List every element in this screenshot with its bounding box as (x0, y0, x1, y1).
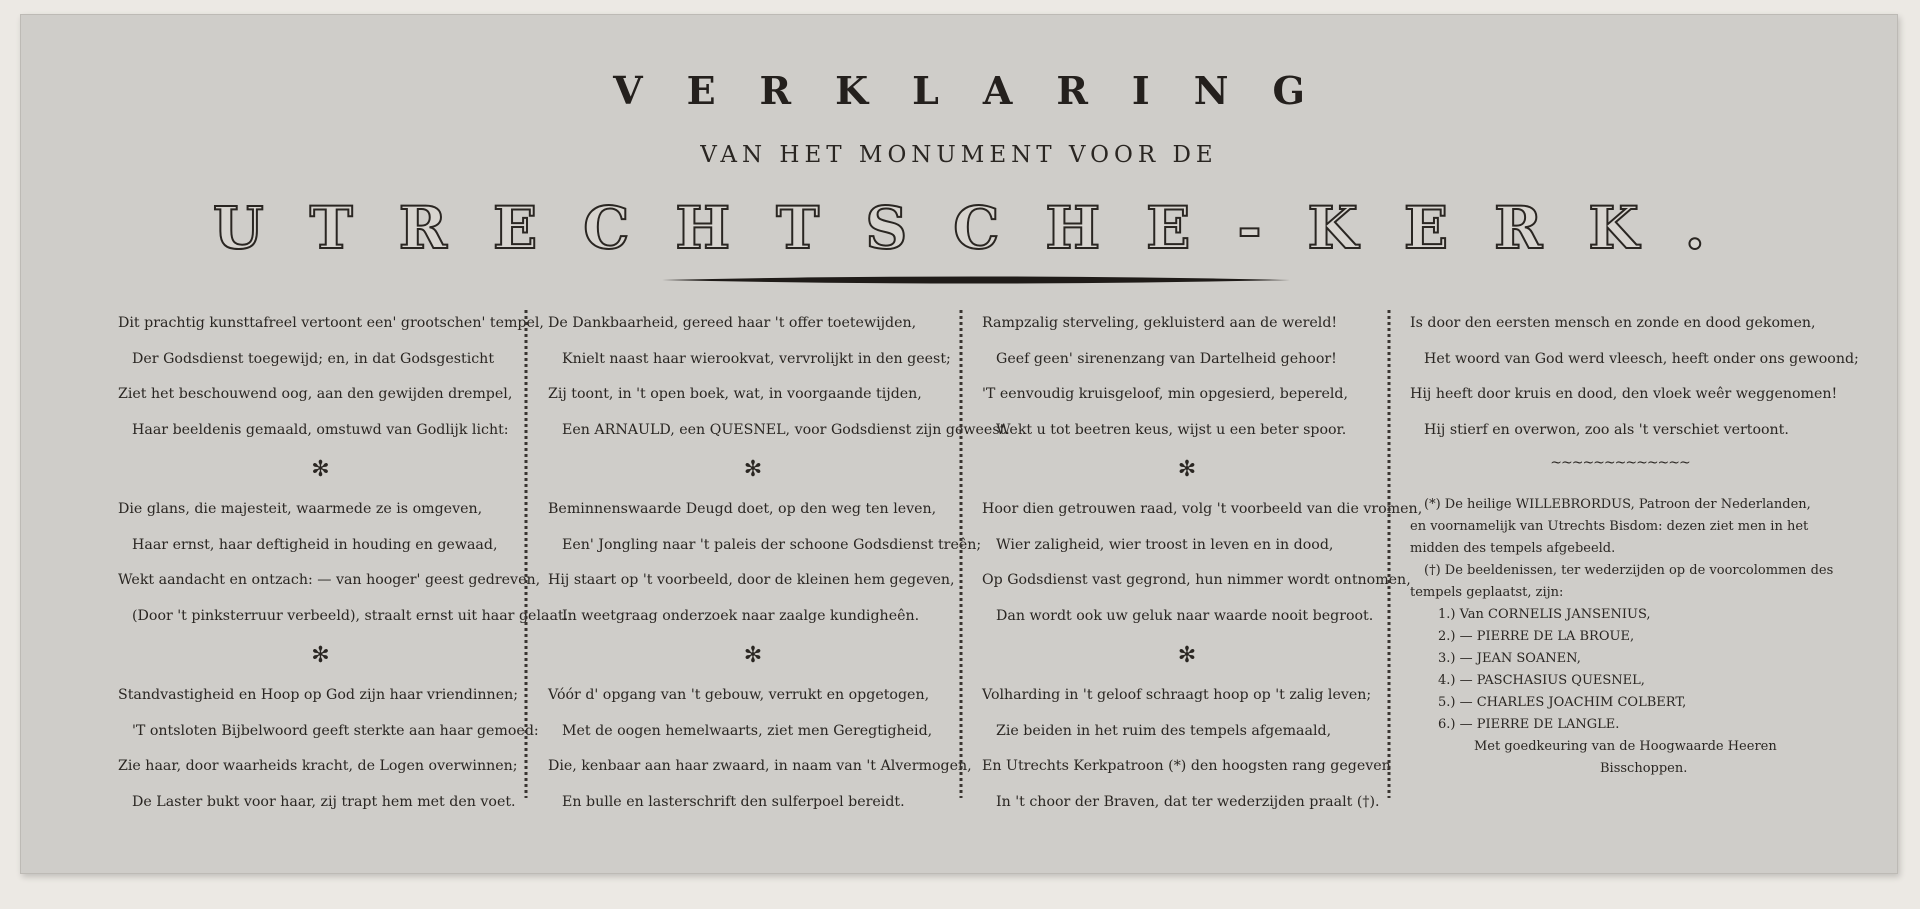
document-sheet (20, 14, 1898, 874)
column-divider-1 (523, 310, 529, 798)
verse-line: Die glans, die majesteit, waarmede ze is omgeven, (118, 501, 483, 517)
verse-line: 'T eenvoudig kruisgeloof, min opgesierd, bepereld, (982, 386, 1349, 402)
approval-line: Met goedkeuring van de Hoogwaarde Heeren (1474, 739, 1777, 754)
verse-line: Rampzalig sterveling, gekluisterd aan de wereld! (982, 315, 1338, 331)
verse-line: Zie beiden in het ruim des tempels afgemaald, (996, 722, 1332, 739)
verse-line: Op Godsdienst vast gegrond, hun nimmer wordt ontnomen, (982, 572, 1411, 588)
verse-line: Dan wordt ook uw geluk naar waarde nooit begroot. (996, 607, 1374, 624)
verse-line: Standvastigheid en Hoop op God zijn haar vriendinnen; (118, 687, 519, 703)
asterism-icon: ✻ (311, 457, 330, 482)
verse-line: Knielt naast haar wierookvat, vervrolijkt in den geest; (562, 350, 951, 367)
verse-line: Hij heeft door kruis en dood, den vloek weêr weggenomen! (1410, 386, 1838, 402)
footnote-line: en voornamelijk van Utrechts Bisdom: dezen ziet men in het (1410, 519, 1809, 534)
statue-list-item: 2.) — PIERRE DE LA BROUE, (1438, 629, 1635, 644)
wavy-ornament: ~~~~~~~~~~~~~ (1550, 455, 1690, 471)
title-verklaring: VERKLARING (613, 68, 1349, 113)
footnote-line: (†) De beeldenissen, ter wederzijden op de voorcolommen des (1424, 563, 1834, 578)
statue-list-item: 3.) — JEAN SOANEN, (1438, 651, 1581, 666)
asterism-icon: ✻ (743, 457, 763, 482)
verse-line: Wekt u tot beetren keus, wijst u een beter spoor. (996, 421, 1347, 438)
poem-column-1 (118, 306, 569, 826)
verse-line: Hij staart op 't voorbeeld, door de kleinen hem gegeven, (548, 572, 955, 588)
column-divider-2 (958, 310, 964, 798)
verse-line: Hij stierf en overwon, zoo als 't verschiet vertoont. (1424, 421, 1789, 438)
verse-line: Dit prachtig kunsttafreel vertoont een' grootschen' tempel, (118, 315, 544, 331)
title-ornament-rule (662, 272, 1290, 288)
poem-column-3 (982, 306, 1423, 826)
poem-column-2 (548, 306, 1010, 826)
footnote-line: (*) De heilige WILLEBRORDUS, Patroon der Nederlanden, (1424, 497, 1811, 512)
footnotes (1410, 494, 1834, 780)
verse-line: Haar beeldenis gemaald, omstuwd van Godlijk licht: (132, 421, 509, 438)
verse-line: De Laster bukt voor haar, zij trapt hem met den voet. (132, 793, 516, 810)
verse-line: (Door 't pinksterruur verbeeld), straalt ernst uit haar gelaat. (132, 607, 569, 624)
statue-list-item: 4.) — PASCHASIUS QUESNEL, (1438, 673, 1645, 688)
verse-line: Is door den eersten mensch en zonde en dood gekomen, (1410, 315, 1816, 331)
asterism-icon: ✻ (1177, 457, 1197, 482)
column-divider-3 (1386, 310, 1392, 798)
asterism-icon: ✻ (311, 643, 330, 668)
verse-line: Beminnenswaarde Deugd doet, op den weg ten leven, (548, 501, 937, 517)
footnote-line: tempels geplaatst, zijn: (1410, 585, 1564, 600)
verse-line: Ziet het beschouwend oog, aan den gewijden drempel, (118, 386, 513, 402)
verse-line: Die, kenbaar aan haar zwaard, in naam van 't Alvermogen, (548, 758, 972, 774)
verse-line: Zij toont, in 't open boek, wat, in voorgaande tijden, (548, 386, 922, 402)
verse-line: In 't choor der Braven, dat ter wederzijden praalt (†). (996, 793, 1380, 810)
verse-line: Wier zaligheid, wier troost in leven en in dood, (996, 536, 1334, 553)
verse-line: De Dankbaarheid, gereed haar 't offer toetewijden, (548, 315, 917, 331)
verse-line: In weetgraag onderzoek naar zaalge kundigheên. (562, 607, 920, 624)
verse-line: Een ARNAULD, een QUESNEL, voor Godsdienst zijn geweest. (562, 421, 1010, 438)
asterism-icon: ✻ (1177, 643, 1197, 668)
verse-line: Wekt aandacht en ontzach: — van hooger' geest gedreven, (118, 572, 541, 588)
verse-line: Hoor dien getrouwen raad, volg 't voorbeeld van die vromen, (982, 501, 1423, 517)
verse-line: Geef geen' sirenenzang van Dartelheid gehoor! (996, 350, 1337, 367)
verse-line: Haar ernst, haar deftigheid in houding en gewaad, (132, 536, 498, 553)
subtitle: VAN HET MONUMENT VOOR DE (700, 142, 1218, 168)
verse-line: 'T ontsloten Bijbelwoord geeft sterkte aan haar gemoed: (132, 722, 539, 739)
verse-line: Volharding in 't geloof schraagt hoop op 't zalig leven; (982, 687, 1372, 703)
approval-line: Bisschoppen. (1600, 761, 1688, 776)
verse-line: Een' Jongling naar 't paleis der schoone Godsdienst treên; (562, 536, 982, 553)
verse-line: Met de oogen hemelwaarts, ziet men Geregtigheid, (562, 722, 933, 739)
title-utrechtsche-kerk: UTRECHTSCHE-KERK. (213, 194, 1751, 262)
statue-list-item: 5.) — CHARLES JOACHIM COLBERT, (1438, 695, 1687, 710)
verse-line: En Utrechts Kerkpatroon (*) den hoogsten rang gegeven (982, 758, 1391, 774)
verse-line: En bulle en lasterschrift den sulferpoel bereidt. (562, 793, 905, 810)
verse-line: Vóór d' opgang van 't gebouw, verrukt en opgetogen, (548, 687, 930, 703)
poem-column-4 (1410, 306, 1859, 826)
verse-line: Der Godsdienst toegewijd; en, in dat Godsgesticht (132, 350, 495, 367)
statue-list-item: 6.) — PIERRE DE LANGLE. (1438, 717, 1620, 732)
footnote-line: midden des tempels afgebeeld. (1410, 541, 1616, 556)
verse-line: Het woord van God werd vleesch, heeft onder ons gewoond; (1424, 350, 1859, 367)
verse-line: Zie haar, door waarheids kracht, de Logen overwinnen; (118, 758, 518, 774)
statue-list-item: 1.) Van CORNELIS JANSENIUS, (1438, 607, 1651, 622)
asterism-icon: ✻ (743, 643, 763, 668)
